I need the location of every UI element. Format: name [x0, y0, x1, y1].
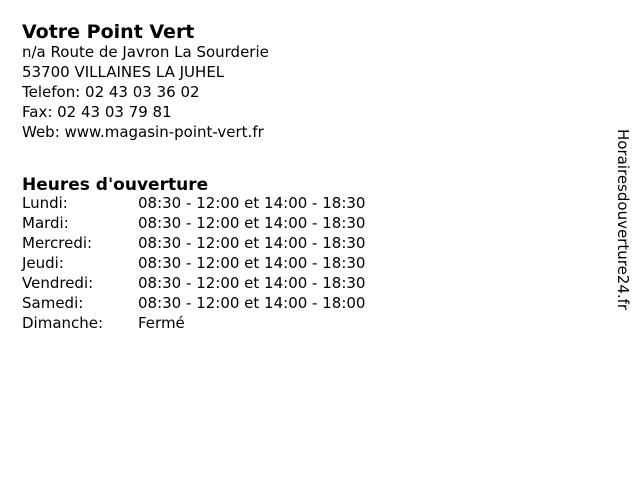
hours-value: 08:30 - 12:00 et 14:00 - 18:30: [138, 214, 366, 232]
day-label: Vendredi:: [22, 274, 94, 292]
table-row: [22, 233, 365, 253]
address-city: 53700 VILLAINES LA JUHEL: [22, 63, 225, 81]
day-label: Samedi:: [22, 294, 84, 312]
hours-value: 08:30 - 12:00 et 14:00 - 18:30: [138, 234, 366, 252]
opening-hours-heading: Heures d'ouverture: [22, 175, 209, 196]
address-street: n/a Route de Javron La Sourderie: [22, 43, 269, 61]
table-row: [22, 293, 365, 313]
hours-value: 08:30 - 12:00 et 14:00 - 18:30: [138, 274, 366, 292]
table-row: [22, 313, 365, 333]
address-block: [22, 42, 269, 142]
hours-value: 08:30 - 12:00 et 14:00 - 18:30: [138, 254, 366, 272]
day-label: Lundi:: [22, 194, 68, 212]
table-row: [22, 193, 365, 213]
phone-line: Telefon: 02 43 03 36 02: [22, 83, 200, 101]
day-label: Jeudi:: [22, 254, 64, 272]
fax-line: Fax: 02 43 03 79 81: [22, 103, 172, 121]
day-label: Dimanche:: [22, 314, 104, 332]
site-watermark: Horairesdouverture24.fr: [614, 129, 632, 311]
hours-value: 08:30 - 12:00 et 14:00 - 18:30: [138, 194, 366, 212]
page-title: Votre Point Vert: [22, 20, 195, 43]
hours-value: 08:30 - 12:00 et 14:00 - 18:00: [138, 294, 366, 312]
day-label: Mercredi:: [22, 234, 93, 252]
table-row: [22, 213, 365, 233]
table-row: [22, 253, 365, 273]
opening-hours-table: [22, 193, 365, 333]
day-label: Mardi:: [22, 214, 69, 232]
web-line: Web: www.magasin-point-vert.fr: [22, 123, 264, 141]
table-row: [22, 273, 365, 293]
hours-value: Fermé: [138, 314, 185, 332]
